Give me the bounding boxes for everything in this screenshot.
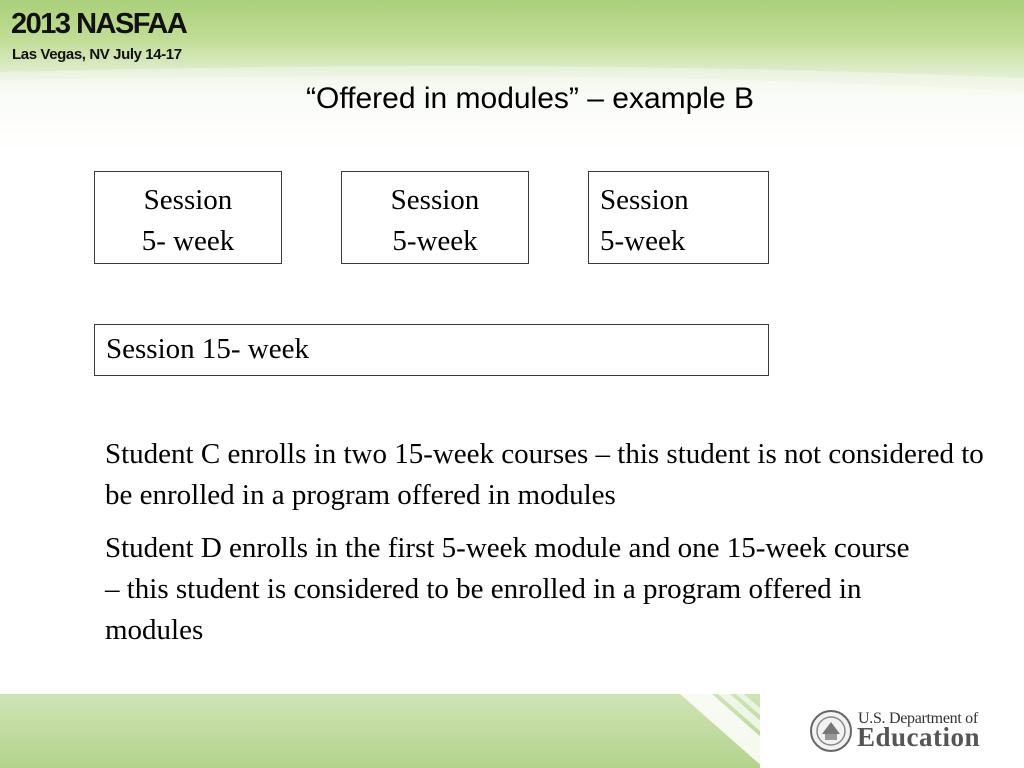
module-box-2 (341, 171, 529, 264)
session-15-week-box (94, 324, 769, 376)
paragraph-student-c: Student C enrolls in two 15-week courses – this student is not considered to be enrolled in a program offered in modules (105, 438, 984, 511)
module-box-2-duration: 5-week (392, 225, 478, 257)
module-box-2-label: Session (390, 184, 480, 216)
module-box-3-duration: 5-week (600, 225, 686, 257)
department-seal-icon (810, 710, 852, 752)
module-box-3 (588, 171, 769, 264)
conference-subtitle: Las Vegas, NV July 14-17 (12, 46, 182, 63)
dept-main-text: Education (857, 722, 981, 752)
module-box-1-label: Session (143, 184, 233, 216)
conference-title: 2013 NASFAA (11, 8, 187, 40)
slide-title: “Offered in modules” – example B (306, 82, 754, 115)
module-box-1 (94, 171, 282, 264)
session-15-week-label: Session 15- week (106, 333, 309, 365)
dept-top-text: U.S. Department of (858, 710, 978, 727)
module-box-1-duration: 5- week (141, 225, 235, 257)
module-box-3-label: Session (600, 184, 689, 216)
paragraph-student-d: Student D enrolls in the first 5-week module and one 15-week course – this student is considered to be enrolled in a program offered in modules (105, 532, 910, 646)
